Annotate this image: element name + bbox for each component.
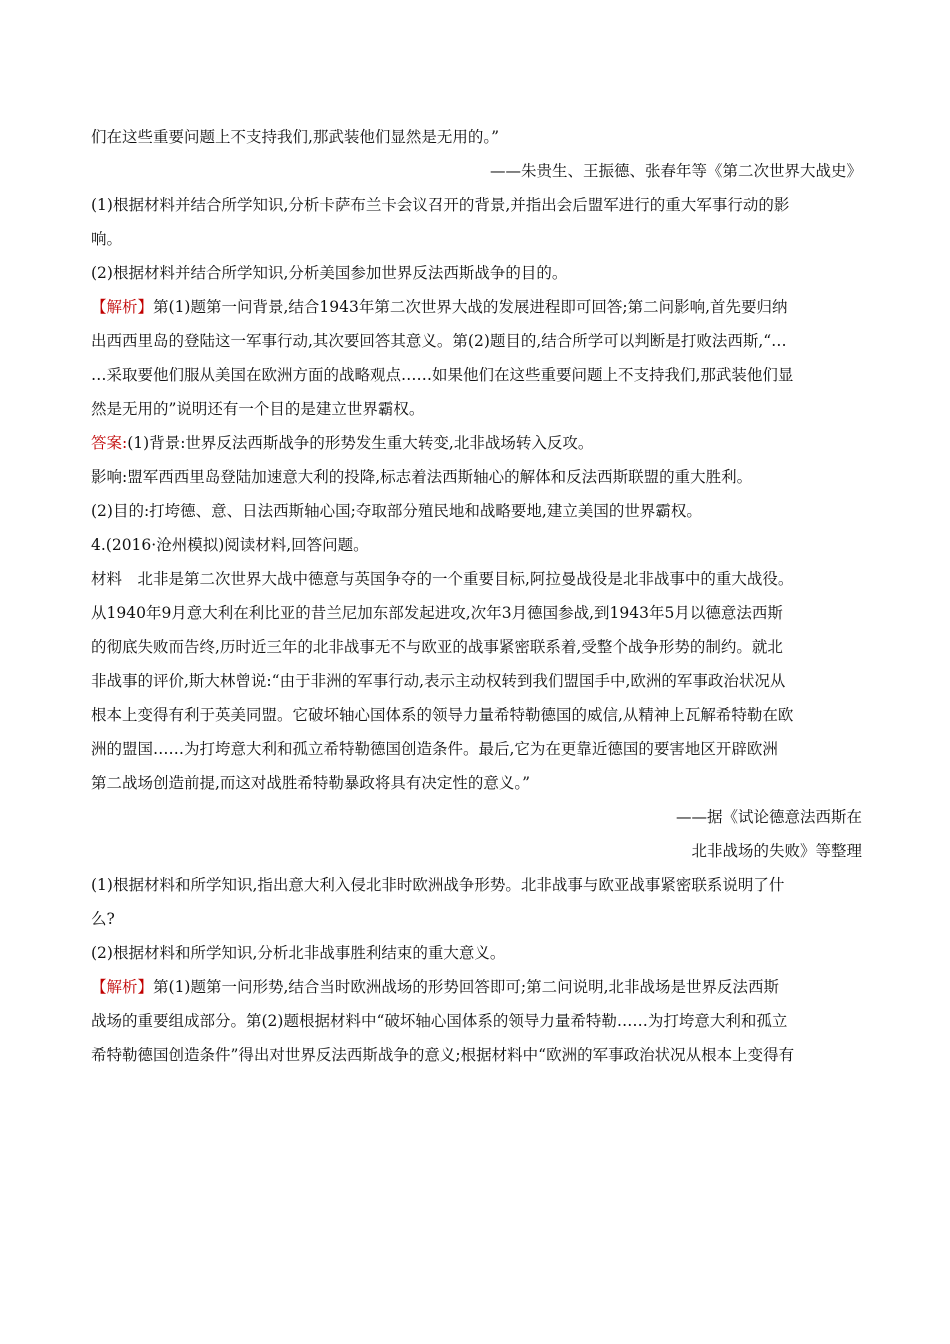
source-citation: ——朱贵生、王振德、张春年等《第二次世界大战史》 bbox=[489, 162, 862, 180]
analysis-line bbox=[91, 290, 862, 324]
material-line: 的彻底失败而告终,历时近三年的北非战事无不与欧亚的战事紧密联系着,受整个战争形势的制约。就北 bbox=[91, 638, 783, 656]
question-header: 4.(2016·沧州模拟)阅读材料,回答问题。 bbox=[91, 536, 369, 554]
answer-tag: 答案: bbox=[91, 434, 128, 452]
answer-line: 影响:盟军西西里岛登陆加速意大利的投降,标志着法西斯轴心的解体和反法西斯联盟的重大胜利。 bbox=[91, 468, 753, 486]
material-line: 材料 北非是第二次世界大战中德意与英国争夺的一个重要目标,阿拉曼战役是北非战事中的重大战役。 bbox=[91, 570, 794, 588]
analysis-line: 然是无用的”说明还有一个目的是建立世界霸权。 bbox=[91, 400, 425, 418]
analysis-line: 出西西里岛的登陆这一军事行动,其次要回答其意义。第(2)题目的,结合所学可以判断是打败法西斯,“… bbox=[91, 332, 787, 350]
material-line: 非战事的评价,斯大林曾说:“由于非洲的军事行动,表示主动权转到我们盟国手中,欧洲的军事政治状况从 bbox=[91, 672, 786, 690]
material-line: 第二战场创造前提,而这对战胜希特勒暴政将具有决定性的意义。” bbox=[91, 774, 531, 792]
analysis-line: …采取要他们服从美国在欧洲方面的战略观点……如果他们在这些重要问题上不支持我们,那武装他们显 bbox=[91, 366, 794, 384]
analysis-tag: 【解析】 bbox=[91, 298, 154, 316]
question-line: (1)根据材料和所学知识,指出意大利入侵北非时欧洲战争形势。北非战事与欧亚战事紧密联系说明了什 bbox=[91, 876, 785, 894]
question-line: 响。 bbox=[91, 230, 123, 248]
analysis-line: 战场的重要组成部分。第(2)题根据材料中“破坏轴心国体系的领导力量希特勒……为打垮意大利和孤立 bbox=[91, 1012, 788, 1030]
material-line: 从1940年9月意大利在利比亚的昔兰尼加东部发起进攻,次年3月德国参战,到1943年5月以德意法西斯 bbox=[91, 604, 783, 622]
analysis-text: 第(1)题第一问背景,结合1943年第二次世界大战的发展进程即可回答;第二问影响,首先要归纳 bbox=[153, 298, 788, 316]
material-line: 根本上变得有利于英美同盟。它破坏轴心国体系的领导力量希特勒德国的威信,从精神上瓦解希特勒在欧 bbox=[91, 706, 794, 724]
answer-line: (2)目的:打垮德、意、日法西斯轴心国;夺取部分殖民地和战略要地,建立美国的世界霸权。 bbox=[91, 502, 702, 520]
quote-end: 们在这些重要问题上不支持我们,那武装他们显然是无用的。” bbox=[91, 128, 500, 146]
analysis-text: 第(1)题第一问形势,结合当时欧洲战场的形势回答即可;第二问说明,北非战场是世界反法西斯 bbox=[153, 978, 780, 996]
question-line: 么? bbox=[91, 910, 115, 928]
material-line: 洲的盟国……为打垮意大利和孤立希特勒德国创造条件。最后,它为在更靠近德国的要害地区开辟欧洲 bbox=[91, 740, 778, 758]
analysis-tag: 【解析】 bbox=[91, 978, 154, 996]
source-citation: ——据《试论德意法西斯在 bbox=[675, 808, 862, 826]
analysis-line: 希特勒德国创造条件”得出对世界反法西斯战争的意义;根据材料中“欧洲的军事政治状况从根本上变得有 bbox=[91, 1046, 795, 1064]
question-line: (2)根据材料并结合所学知识,分析美国参加世界反法西斯战争的目的。 bbox=[91, 264, 568, 282]
analysis-line bbox=[91, 970, 862, 1004]
answer-line bbox=[91, 426, 862, 460]
question-line: (2)根据材料和所学知识,分析北非战事胜利结束的重大意义。 bbox=[91, 944, 506, 962]
source-citation: 北非战场的失败》等整理 bbox=[691, 842, 862, 860]
question-line: (1)根据材料并结合所学知识,分析卡萨布兰卡会议召开的背景,并指出会后盟军进行的重大军事行动的影 bbox=[91, 196, 790, 214]
answer-text: (1)背景:世界反法西斯战争的形势发生重大转变,北非战场转入反攻。 bbox=[127, 434, 594, 452]
